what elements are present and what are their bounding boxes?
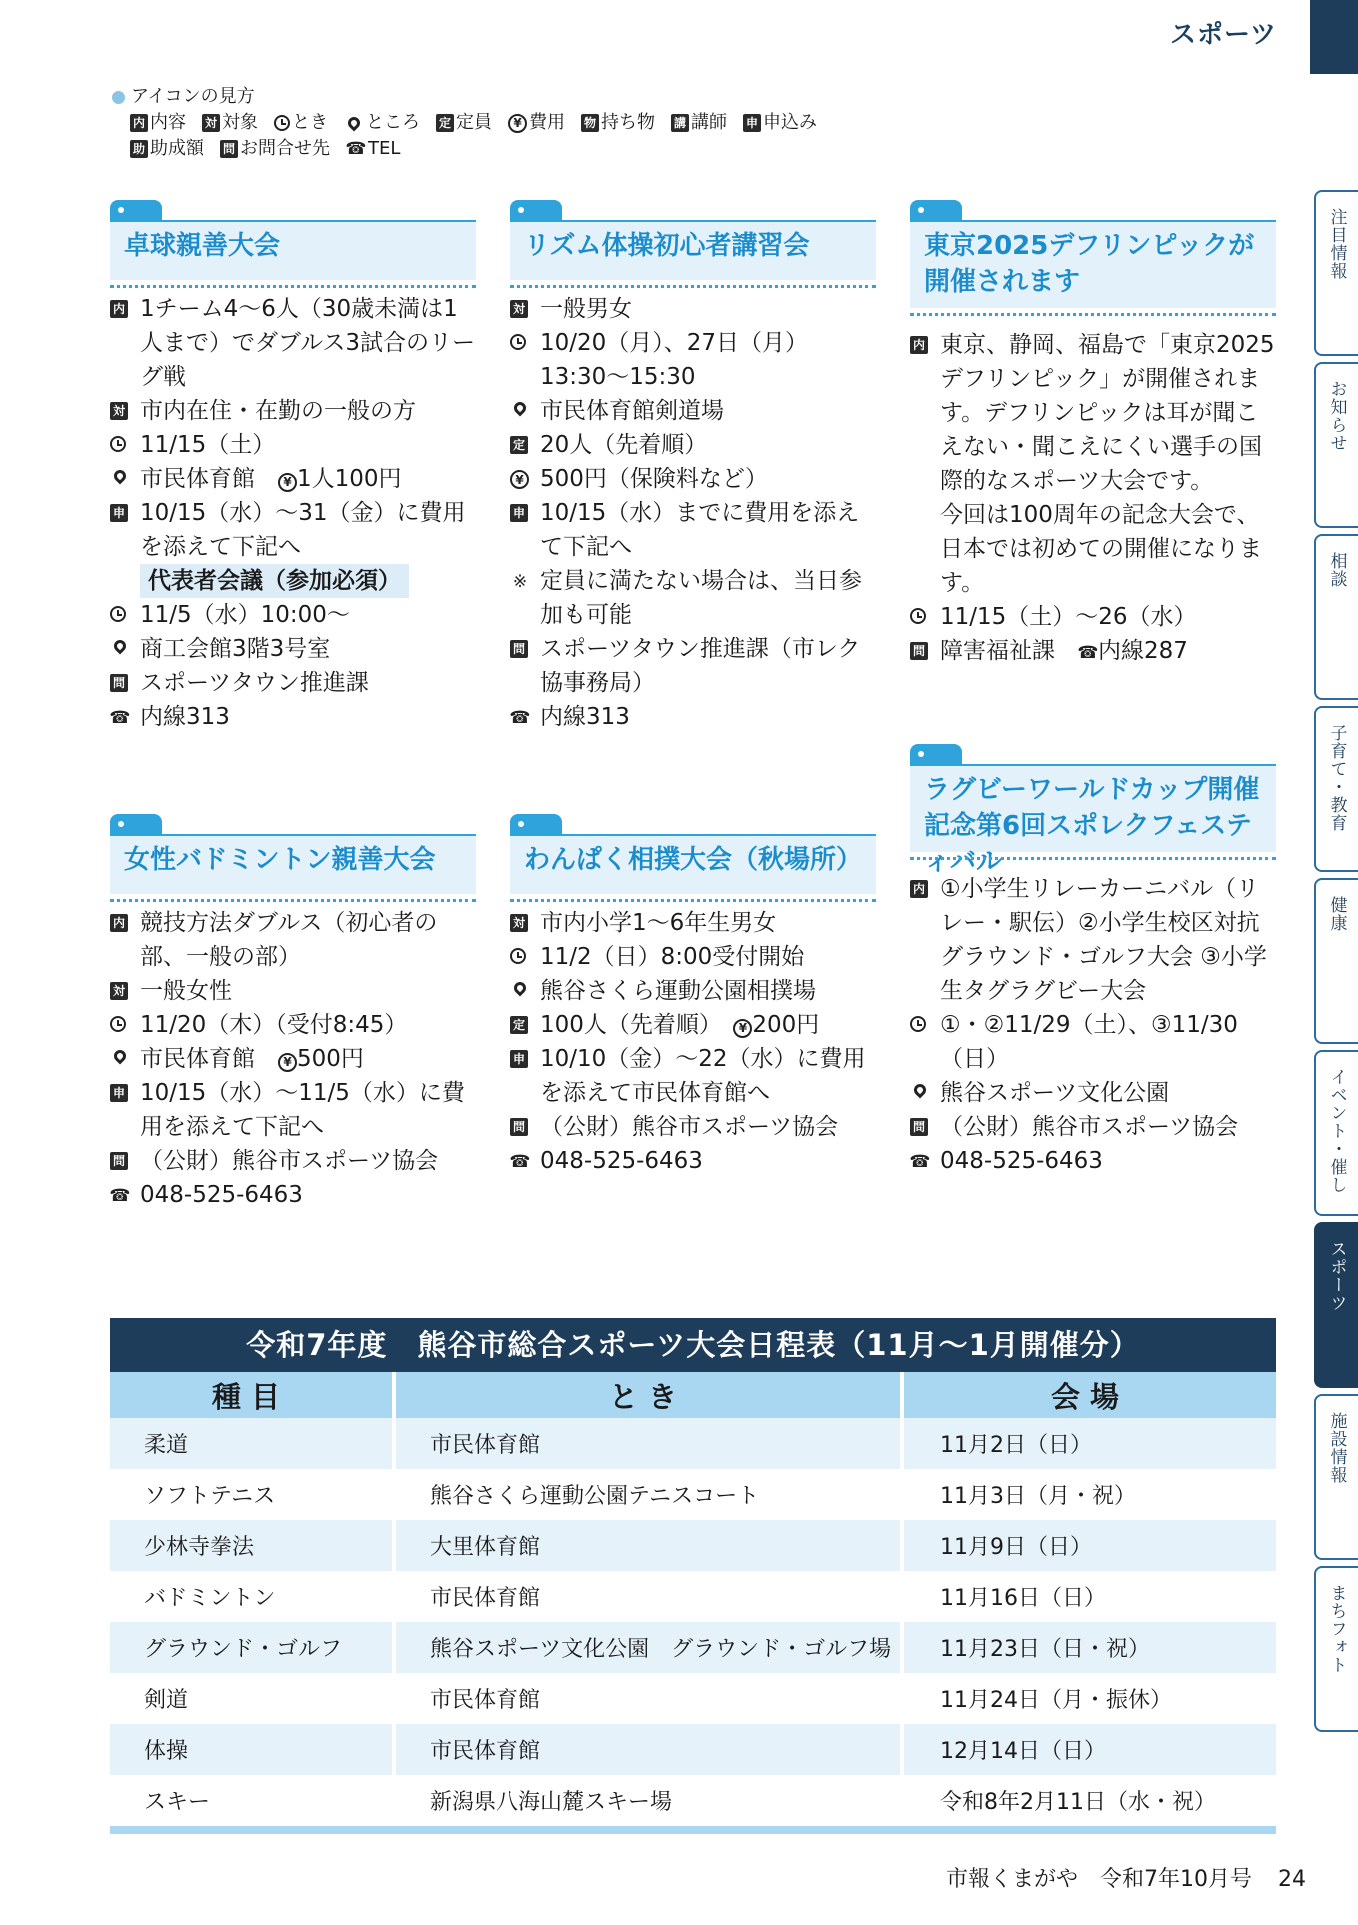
column-header-event: 種目 (110, 1372, 394, 1418)
side-tab-facilities[interactable]: 施設情報 (1314, 1394, 1358, 1560)
subsidy-icon: 助 (130, 140, 148, 158)
legend-item: 物 持ち物 (581, 110, 655, 136)
clock-icon (910, 608, 926, 624)
target-icon: 対 (202, 114, 220, 132)
side-tab-health[interactable]: 健康 (1314, 878, 1358, 1044)
inquiry-icon: 問 (510, 1118, 528, 1136)
legend-title: アイコンの見方 (131, 86, 255, 107)
side-tab-news[interactable]: お知らせ (1314, 362, 1358, 528)
table-row: ソフトテニス 熊谷さくら運動公園テニスコート 11月3日（月・祝） (110, 1469, 1276, 1520)
card-tab (110, 814, 162, 836)
phone-icon: ☎ (509, 1151, 531, 1172)
column-header-when: とき (394, 1372, 902, 1418)
table-bottom-border (110, 1826, 1276, 1834)
card-title: 東京2025デフリンピックが開催されます (924, 231, 1255, 297)
inquiry-icon: 問 (910, 1118, 928, 1136)
phone-icon: ☎ (1077, 643, 1099, 663)
legend-item: とき (274, 110, 328, 136)
location-pin-icon (512, 400, 529, 417)
legend-item: ☎ TEL (345, 138, 401, 159)
inquiry-icon: 問 (110, 1152, 128, 1170)
card-tab (910, 744, 962, 766)
side-tab-featured[interactable]: 注目情報 (1314, 190, 1358, 356)
yen-icon: ¥ (508, 114, 527, 133)
yen-icon: ¥ (278, 473, 297, 492)
apply-icon: 申 (743, 114, 761, 132)
section-title: スポーツ (1170, 20, 1277, 50)
yen-icon: ¥ (733, 1019, 752, 1038)
header-bar (1310, 0, 1358, 74)
page-number: 24 (1278, 1867, 1306, 1892)
phone-icon: ☎ (109, 1185, 131, 1206)
legend-item: 講 講師 (671, 110, 727, 136)
card-title: 女性バドミントン親善大会 (124, 845, 436, 875)
card-title: ラグビーワールドカップ開催記念第6回スポレクフェスティバル (924, 775, 1260, 877)
inquiry-icon: 問 (910, 642, 928, 660)
clock-icon (274, 115, 290, 131)
table-row: 剣道 市民体育館 11月24日（月・振休） (110, 1673, 1276, 1724)
capacity-icon: 定 (436, 114, 454, 132)
clock-icon (510, 948, 526, 964)
phone-icon: ☎ (345, 138, 367, 159)
legend-item: 申 申込み (743, 110, 817, 136)
phone-icon: ☎ (509, 707, 531, 728)
legend-item: ¥ 費用 (508, 110, 565, 136)
location-pin-icon (912, 1082, 929, 1099)
schedule-table (110, 1318, 1276, 1834)
card-tab (510, 200, 562, 222)
legend-item: ところ (344, 110, 420, 136)
content-icon: 内 (110, 914, 128, 932)
clock-icon (110, 606, 126, 622)
card-title: 卓球親善大会 (124, 231, 281, 261)
side-tab-events[interactable]: イベント・催し (1314, 1050, 1358, 1216)
target-icon: 対 (110, 982, 128, 1000)
location-pin-icon (112, 1048, 129, 1065)
apply-icon: 申 (510, 1050, 528, 1068)
side-tab-parenting[interactable]: 子育て・教育 (1314, 706, 1358, 872)
side-tab-consultation[interactable]: 相談 (1314, 534, 1358, 700)
table-row: 柔道 市民体育館 11月2日（日） (110, 1418, 1276, 1469)
legend-item: 定 定員 (436, 110, 492, 136)
highlight-label: 代表者会議（参加必須） (140, 564, 409, 598)
content-icon: 内 (130, 114, 148, 132)
instructor-icon: 講 (671, 114, 689, 132)
apply-icon: 申 (110, 1084, 128, 1102)
note-icon: ※ (512, 571, 528, 592)
legend-item: 問 お問合せ先 (220, 136, 330, 162)
legend-item: 助 助成額 (130, 136, 204, 162)
legend-item: 対 対象 (202, 110, 258, 136)
bullet-dot-icon (112, 91, 125, 104)
card-title: リズム体操初心者講習会 (524, 231, 810, 261)
location-pin-icon (112, 638, 129, 655)
capacity-icon: 定 (510, 436, 528, 454)
inquiry-icon: 問 (510, 640, 528, 658)
column-header-venue: 会場 (902, 1372, 1276, 1418)
belongings-icon: 物 (581, 114, 599, 132)
content-icon: 内 (110, 300, 128, 318)
table-row: 少林寺拳法 大里体育館 11月9日（日） (110, 1520, 1276, 1571)
legend-item: 内 内容 (130, 110, 186, 136)
location-pin-icon (112, 468, 129, 485)
clock-icon (910, 1016, 926, 1032)
side-tab-sports[interactable]: スポーツ (1314, 1222, 1358, 1388)
yen-icon: ¥ (510, 470, 529, 489)
clock-icon (510, 334, 526, 350)
phone-icon: ☎ (909, 1151, 931, 1172)
location-pin-icon (512, 980, 529, 997)
table-row: スキー 新潟県八海山麓スキー場 令和8年2月11日（水・祝） (110, 1775, 1276, 1826)
card-title: わんぱく相撲大会（秋場所） (524, 845, 863, 875)
card-tab (910, 200, 962, 222)
target-icon: 対 (110, 402, 128, 420)
inquiry-icon: 問 (220, 140, 238, 158)
phone-icon: ☎ (109, 707, 131, 728)
card-tab (110, 200, 162, 222)
target-icon: 対 (510, 300, 528, 318)
schedule-title: 令和7年度 熊谷市総合スポーツ大会日程表（11月〜1月開催分） (110, 1318, 1276, 1372)
clock-icon (110, 436, 126, 452)
content-icon: 内 (910, 880, 928, 898)
location-pin-icon (346, 115, 363, 132)
capacity-icon: 定 (510, 1016, 528, 1034)
yen-icon: ¥ (278, 1053, 297, 1072)
clock-icon (110, 1016, 126, 1032)
inquiry-icon: 問 (110, 674, 128, 692)
content-icon: 内 (910, 336, 928, 354)
page-footer (946, 1862, 1306, 1893)
table-row: グラウンド・ゴルフ 熊谷スポーツ文化公園 グラウンド・ゴルフ場 11月23日（日・祝） (110, 1622, 1276, 1673)
table-row: バドミントン 市民体育館 11月16日（日） (110, 1571, 1276, 1622)
card-tab (510, 814, 562, 836)
apply-icon: 申 (510, 504, 528, 522)
apply-icon: 申 (110, 504, 128, 522)
side-tab-town-photo[interactable]: まちフォト (1314, 1566, 1358, 1732)
table-row: 体操 市民体育館 12月14日（日） (110, 1724, 1276, 1775)
icon-legend (112, 84, 817, 162)
publication-name: 市報くまがや 令和7年10月号 (946, 1867, 1252, 1892)
target-icon: 対 (510, 914, 528, 932)
